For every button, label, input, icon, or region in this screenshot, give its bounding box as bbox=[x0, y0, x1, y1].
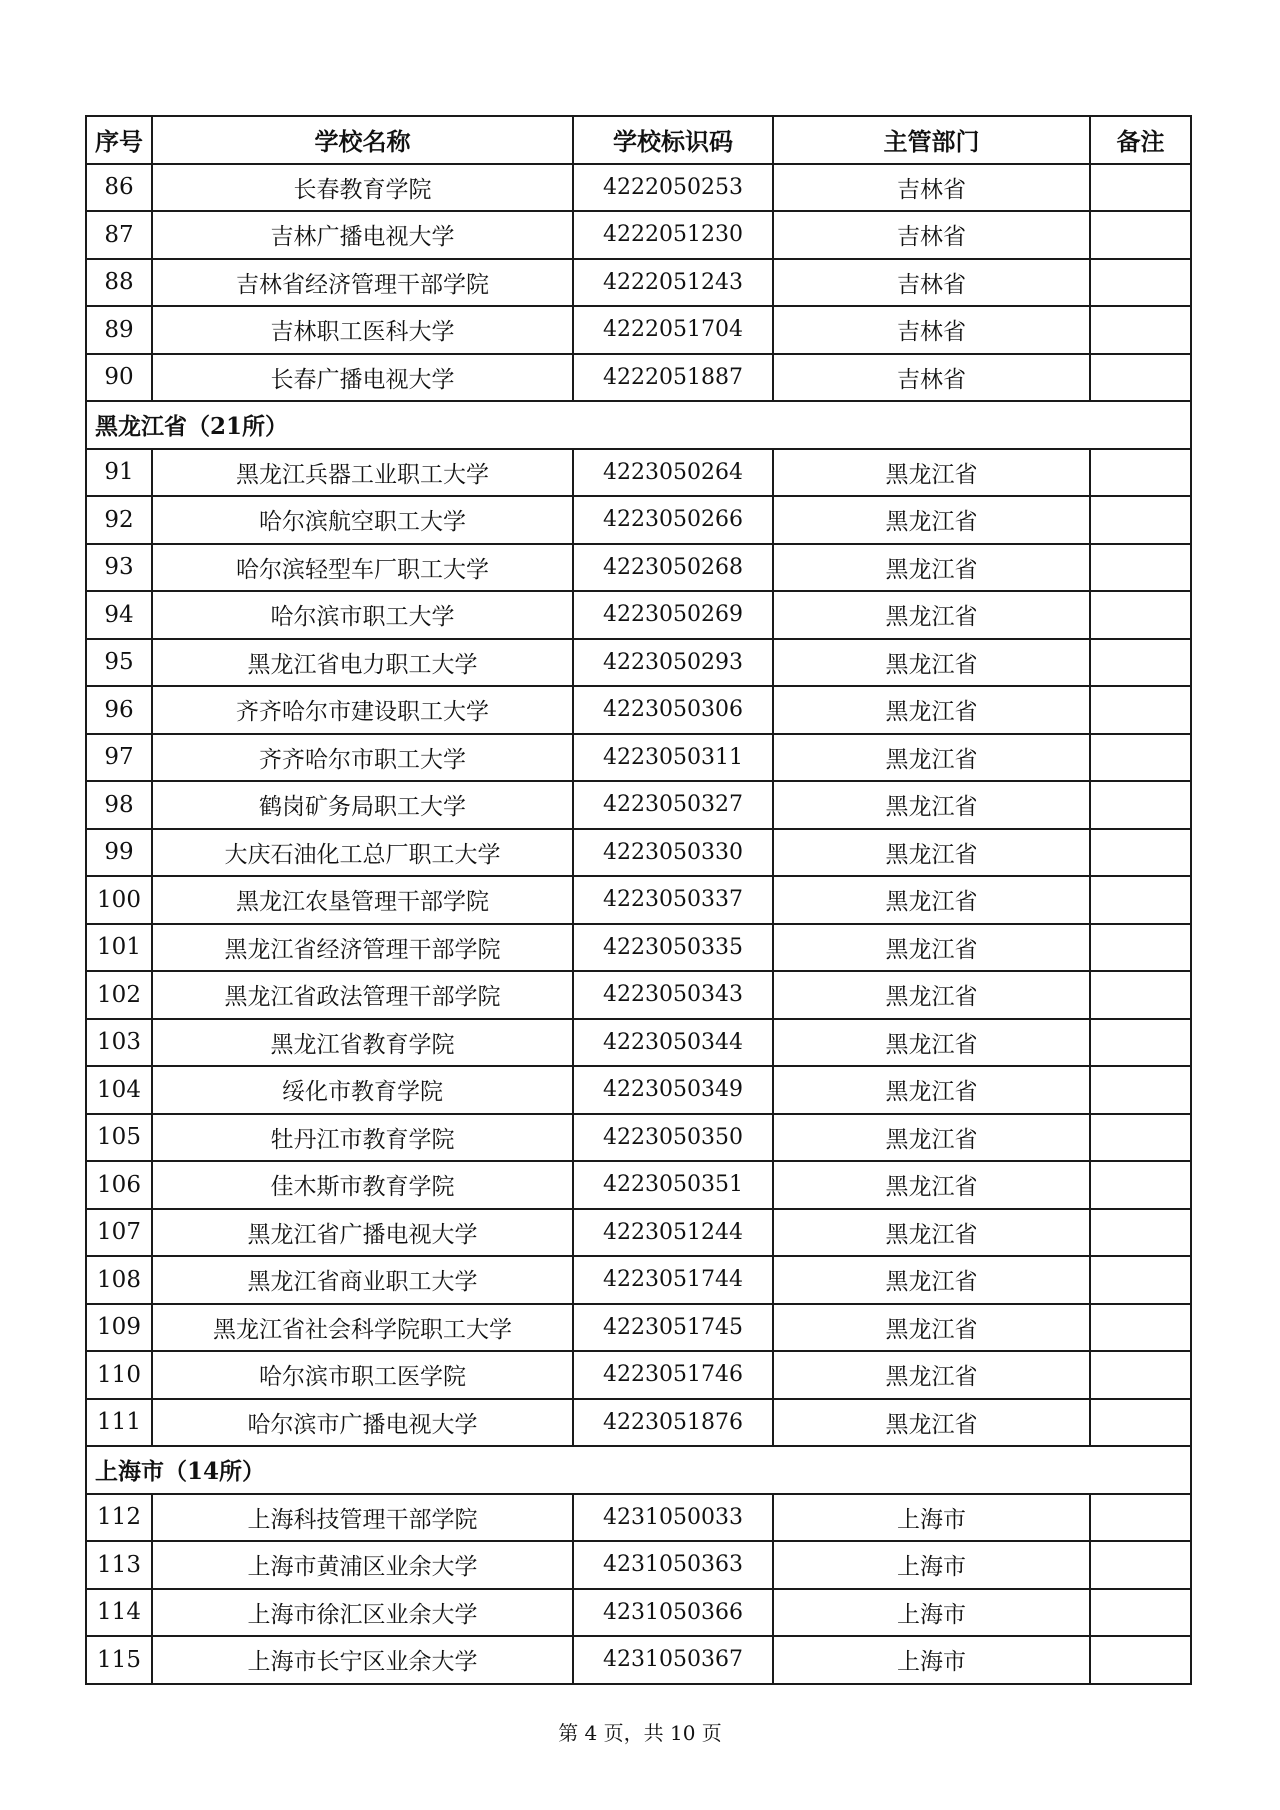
cell-note bbox=[1090, 1256, 1191, 1304]
cell-school-code: 4223050330 bbox=[573, 829, 773, 877]
table-row bbox=[86, 971, 1191, 1019]
cell-index: 106 bbox=[86, 1161, 152, 1209]
table-row bbox=[86, 1161, 1191, 1209]
cell-note bbox=[1090, 306, 1191, 354]
cell-department: 黑龙江省 bbox=[773, 1114, 1090, 1162]
cell-department: 吉林省 bbox=[773, 259, 1090, 307]
table-row bbox=[86, 1399, 1191, 1447]
table-row bbox=[86, 591, 1191, 639]
header-school-code: 学校标识码 bbox=[573, 116, 773, 164]
cell-school-code: 4223050351 bbox=[573, 1161, 773, 1209]
cell-school-name: 上海市长宁区业余大学 bbox=[152, 1636, 573, 1684]
cell-school-name: 吉林职工医科大学 bbox=[152, 306, 573, 354]
cell-note bbox=[1090, 354, 1191, 402]
cell-department: 黑龙江省 bbox=[773, 1161, 1090, 1209]
cell-school-code: 4223051876 bbox=[573, 1399, 773, 1447]
cell-note bbox=[1090, 164, 1191, 212]
cell-note bbox=[1090, 259, 1191, 307]
cell-school-code: 4223050264 bbox=[573, 449, 773, 497]
cell-index: 99 bbox=[86, 829, 152, 877]
cell-school-name: 上海市徐汇区业余大学 bbox=[152, 1589, 573, 1637]
cell-index: 92 bbox=[86, 496, 152, 544]
cell-index: 91 bbox=[86, 449, 152, 497]
cell-index: 102 bbox=[86, 971, 152, 1019]
table-row bbox=[86, 306, 1191, 354]
cell-note bbox=[1090, 211, 1191, 259]
cell-index: 98 bbox=[86, 781, 152, 829]
cell-school-code: 4223050335 bbox=[573, 924, 773, 972]
cell-school-code: 4223050327 bbox=[573, 781, 773, 829]
section-row bbox=[86, 1446, 1191, 1494]
cell-index: 97 bbox=[86, 734, 152, 782]
cell-note bbox=[1090, 496, 1191, 544]
cell-department: 上海市 bbox=[773, 1494, 1090, 1542]
cell-department: 黑龙江省 bbox=[773, 781, 1090, 829]
table-body bbox=[86, 164, 1191, 1684]
cell-note bbox=[1090, 1399, 1191, 1447]
cell-index: 108 bbox=[86, 1256, 152, 1304]
cell-note bbox=[1090, 1636, 1191, 1684]
cell-school-code: 4231050363 bbox=[573, 1541, 773, 1589]
table-row bbox=[86, 211, 1191, 259]
cell-department: 黑龙江省 bbox=[773, 829, 1090, 877]
table-row bbox=[86, 259, 1191, 307]
cell-school-code: 4223051745 bbox=[573, 1304, 773, 1352]
cell-note bbox=[1090, 829, 1191, 877]
cell-index: 104 bbox=[86, 1066, 152, 1114]
table-row bbox=[86, 1066, 1191, 1114]
cell-index: 114 bbox=[86, 1589, 152, 1637]
cell-department: 上海市 bbox=[773, 1541, 1090, 1589]
cell-school-code: 4222051243 bbox=[573, 259, 773, 307]
cell-index: 95 bbox=[86, 639, 152, 687]
cell-school-code: 4223050293 bbox=[573, 639, 773, 687]
cell-school-name: 黑龙江省商业职工大学 bbox=[152, 1256, 573, 1304]
cell-school-code: 4231050366 bbox=[573, 1589, 773, 1637]
cell-index: 93 bbox=[86, 544, 152, 592]
cell-school-code: 4223050343 bbox=[573, 971, 773, 1019]
page-number: 第 4 页，共 10 页 bbox=[558, 1721, 722, 1745]
table-row bbox=[86, 1019, 1191, 1067]
cell-school-code: 4231050033 bbox=[573, 1494, 773, 1542]
header-department: 主管部门 bbox=[773, 116, 1090, 164]
cell-school-name: 黑龙江兵器工业职工大学 bbox=[152, 449, 573, 497]
cell-school-code: 4223050269 bbox=[573, 591, 773, 639]
cell-department: 黑龙江省 bbox=[773, 1399, 1090, 1447]
cell-index: 111 bbox=[86, 1399, 152, 1447]
cell-note bbox=[1090, 1304, 1191, 1352]
table-row bbox=[86, 1351, 1191, 1399]
cell-school-name: 上海科技管理干部学院 bbox=[152, 1494, 573, 1542]
cell-school-code: 4223050337 bbox=[573, 876, 773, 924]
cell-index: 87 bbox=[86, 211, 152, 259]
cell-department: 黑龙江省 bbox=[773, 1209, 1090, 1257]
cell-school-name: 绥化市教育学院 bbox=[152, 1066, 573, 1114]
cell-school-name: 上海市黄浦区业余大学 bbox=[152, 1541, 573, 1589]
cell-index: 105 bbox=[86, 1114, 152, 1162]
table-row bbox=[86, 781, 1191, 829]
section-row bbox=[86, 401, 1191, 449]
table-row bbox=[86, 924, 1191, 972]
cell-school-name: 长春广播电视大学 bbox=[152, 354, 573, 402]
cell-note bbox=[1090, 639, 1191, 687]
cell-school-code: 4222051887 bbox=[573, 354, 773, 402]
cell-department: 黑龙江省 bbox=[773, 876, 1090, 924]
cell-index: 101 bbox=[86, 924, 152, 972]
cell-note bbox=[1090, 1066, 1191, 1114]
cell-school-code: 4223050268 bbox=[573, 544, 773, 592]
cell-school-code: 4223051244 bbox=[573, 1209, 773, 1257]
cell-school-name: 哈尔滨轻型车厂职工大学 bbox=[152, 544, 573, 592]
cell-department: 吉林省 bbox=[773, 211, 1090, 259]
cell-department: 黑龙江省 bbox=[773, 1304, 1090, 1352]
cell-school-name: 鹤岗矿务局职工大学 bbox=[152, 781, 573, 829]
table-row bbox=[86, 829, 1191, 877]
cell-index: 115 bbox=[86, 1636, 152, 1684]
table-row bbox=[86, 639, 1191, 687]
section-label: 黑龙江省（21所） bbox=[86, 401, 1191, 449]
cell-department: 黑龙江省 bbox=[773, 544, 1090, 592]
cell-school-name: 哈尔滨市广播电视大学 bbox=[152, 1399, 573, 1447]
cell-department: 吉林省 bbox=[773, 164, 1090, 212]
cell-school-name: 哈尔滨市职工医学院 bbox=[152, 1351, 573, 1399]
table-row bbox=[86, 354, 1191, 402]
cell-note bbox=[1090, 1494, 1191, 1542]
cell-department: 黑龙江省 bbox=[773, 496, 1090, 544]
cell-index: 90 bbox=[86, 354, 152, 402]
cell-school-code: 4231050367 bbox=[573, 1636, 773, 1684]
cell-school-name: 牡丹江市教育学院 bbox=[152, 1114, 573, 1162]
table-row bbox=[86, 1114, 1191, 1162]
cell-note bbox=[1090, 876, 1191, 924]
cell-note bbox=[1090, 734, 1191, 782]
cell-department: 吉林省 bbox=[773, 306, 1090, 354]
cell-index: 86 bbox=[86, 164, 152, 212]
cell-note bbox=[1090, 1114, 1191, 1162]
cell-department: 黑龙江省 bbox=[773, 686, 1090, 734]
cell-index: 103 bbox=[86, 1019, 152, 1067]
cell-index: 94 bbox=[86, 591, 152, 639]
section-label: 上海市（14所） bbox=[86, 1446, 1191, 1494]
cell-index: 107 bbox=[86, 1209, 152, 1257]
cell-department: 黑龙江省 bbox=[773, 734, 1090, 782]
table-header-row bbox=[86, 116, 1191, 164]
cell-school-code: 4223050266 bbox=[573, 496, 773, 544]
cell-index: 89 bbox=[86, 306, 152, 354]
school-list-table bbox=[85, 115, 1192, 1685]
cell-school-name: 齐齐哈尔市建设职工大学 bbox=[152, 686, 573, 734]
cell-school-name: 黑龙江省政法管理干部学院 bbox=[152, 971, 573, 1019]
cell-school-name: 哈尔滨市职工大学 bbox=[152, 591, 573, 639]
cell-note bbox=[1090, 1589, 1191, 1637]
cell-school-code: 4222051230 bbox=[573, 211, 773, 259]
cell-school-name: 大庆石油化工总厂职工大学 bbox=[152, 829, 573, 877]
cell-school-name: 哈尔滨航空职工大学 bbox=[152, 496, 573, 544]
cell-department: 黑龙江省 bbox=[773, 449, 1090, 497]
header-index: 序号 bbox=[86, 116, 152, 164]
cell-note bbox=[1090, 1541, 1191, 1589]
table-row bbox=[86, 449, 1191, 497]
cell-department: 黑龙江省 bbox=[773, 1256, 1090, 1304]
cell-department: 上海市 bbox=[773, 1589, 1090, 1637]
cell-note bbox=[1090, 1019, 1191, 1067]
table-row bbox=[86, 734, 1191, 782]
table-row bbox=[86, 1494, 1191, 1542]
cell-index: 88 bbox=[86, 259, 152, 307]
cell-school-name: 吉林广播电视大学 bbox=[152, 211, 573, 259]
cell-school-name: 齐齐哈尔市职工大学 bbox=[152, 734, 573, 782]
cell-school-name: 黑龙江省经济管理干部学院 bbox=[152, 924, 573, 972]
cell-school-code: 4223050306 bbox=[573, 686, 773, 734]
cell-school-code: 4223050350 bbox=[573, 1114, 773, 1162]
cell-school-name: 黑龙江省社会科学院职工大学 bbox=[152, 1304, 573, 1352]
cell-school-name: 佳木斯市教育学院 bbox=[152, 1161, 573, 1209]
cell-department: 黑龙江省 bbox=[773, 971, 1090, 1019]
table-row bbox=[86, 164, 1191, 212]
cell-index: 100 bbox=[86, 876, 152, 924]
cell-department: 上海市 bbox=[773, 1636, 1090, 1684]
table-row bbox=[86, 1541, 1191, 1589]
cell-department: 黑龙江省 bbox=[773, 639, 1090, 687]
cell-index: 113 bbox=[86, 1541, 152, 1589]
table-row bbox=[86, 1256, 1191, 1304]
header-school-name: 学校名称 bbox=[152, 116, 573, 164]
cell-note bbox=[1090, 971, 1191, 1019]
cell-note bbox=[1090, 924, 1191, 972]
cell-index: 110 bbox=[86, 1351, 152, 1399]
cell-note bbox=[1090, 1351, 1191, 1399]
cell-school-code: 4222050253 bbox=[573, 164, 773, 212]
table-row bbox=[86, 496, 1191, 544]
table-row bbox=[86, 1209, 1191, 1257]
cell-school-name: 黑龙江省电力职工大学 bbox=[152, 639, 573, 687]
cell-school-name: 黑龙江农垦管理干部学院 bbox=[152, 876, 573, 924]
cell-note bbox=[1090, 1209, 1191, 1257]
cell-school-name: 黑龙江省广播电视大学 bbox=[152, 1209, 573, 1257]
table-row bbox=[86, 876, 1191, 924]
cell-school-code: 4223050344 bbox=[573, 1019, 773, 1067]
table-row bbox=[86, 1636, 1191, 1684]
cell-index: 112 bbox=[86, 1494, 152, 1542]
cell-school-name: 长春教育学院 bbox=[152, 164, 573, 212]
cell-school-code: 4222051704 bbox=[573, 306, 773, 354]
cell-school-code: 4223050311 bbox=[573, 734, 773, 782]
cell-department: 黑龙江省 bbox=[773, 924, 1090, 972]
cell-school-code: 4223051744 bbox=[573, 1256, 773, 1304]
cell-department: 黑龙江省 bbox=[773, 1019, 1090, 1067]
cell-department: 黑龙江省 bbox=[773, 1351, 1090, 1399]
cell-index: 96 bbox=[86, 686, 152, 734]
cell-note bbox=[1090, 781, 1191, 829]
cell-department: 黑龙江省 bbox=[773, 591, 1090, 639]
cell-note bbox=[1090, 591, 1191, 639]
table-row bbox=[86, 1589, 1191, 1637]
cell-school-name: 黑龙江省教育学院 bbox=[152, 1019, 573, 1067]
cell-school-code: 4223050349 bbox=[573, 1066, 773, 1114]
table-row bbox=[86, 1304, 1191, 1352]
cell-note bbox=[1090, 1161, 1191, 1209]
cell-department: 吉林省 bbox=[773, 354, 1090, 402]
table-row bbox=[86, 686, 1191, 734]
cell-note bbox=[1090, 544, 1191, 592]
cell-school-name: 吉林省经济管理干部学院 bbox=[152, 259, 573, 307]
table-row bbox=[86, 544, 1191, 592]
cell-department: 黑龙江省 bbox=[773, 1066, 1090, 1114]
cell-index: 109 bbox=[86, 1304, 152, 1352]
cell-note bbox=[1090, 686, 1191, 734]
cell-note bbox=[1090, 449, 1191, 497]
cell-school-code: 4223051746 bbox=[573, 1351, 773, 1399]
header-note: 备注 bbox=[1090, 116, 1191, 164]
